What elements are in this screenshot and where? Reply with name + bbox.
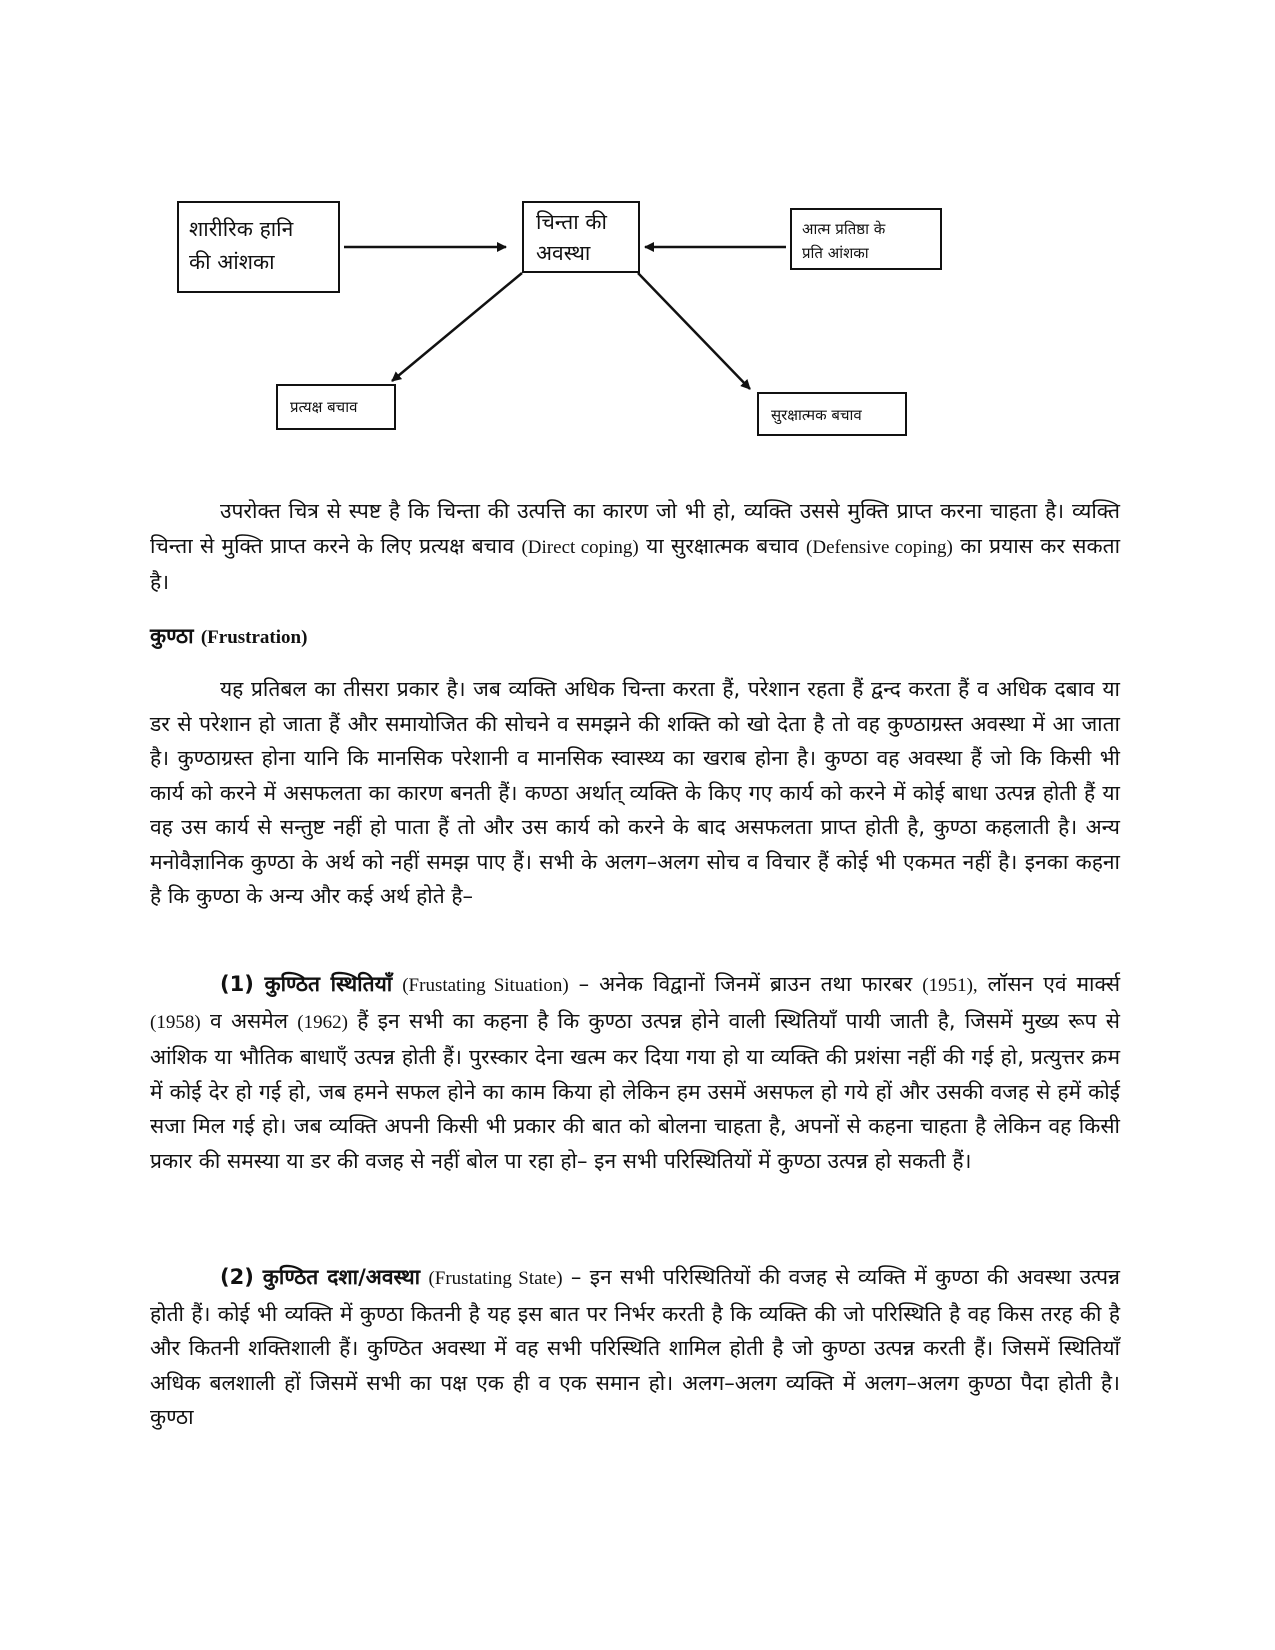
physical-harm-box — [177, 201, 340, 293]
section-heading-hindi: कुण्ठा — [150, 624, 194, 648]
intro-text-1: उपरोक्त चित्र से स्पष्ट है कि चिन्ता की उत्पत्ति का कारण जो भी हो, व्यक्ति उससे मुक्ति प्राप्त करना चाहता है। व्यक्ति चिन्ता से मुक्ति प्राप्त करने के लिए प्रत्यक्ष बचाव — [150, 499, 1120, 558]
situation-year-1: (1951), — [922, 975, 978, 996]
situation-text-2: लॉसन एवं मार्क्स — [977, 972, 1121, 996]
situation-paragraph — [150, 967, 1120, 1178]
state-title: (2) कुण्ठित दशा/अवस्था — [220, 1265, 421, 1289]
self-esteem-line-2: प्रति आंशका — [802, 244, 869, 262]
state-paragraph — [150, 1260, 1120, 1435]
state-text-1: – इन सभी परिस्थितियों की वजह से व्यक्ति में कुण्ठा की अवस्था उत्पन्न होती हैं। कोई भी व्यक्ति में कुण्ठा कितनी है यह इस बात पर निर्भर करती है कि व्यक्ति की जो परिस्थिति है वह किस तरह की है और कितनी शक्तिशाली हैं। कुण्ठित अवस्था में वह सभी परिस्थिति शामिल होती है जो कुण्ठा उत्पन्न करती हैं। जिसमें स्थितियाँ अधिक बलशाली हों जिसमें सभी का पक्ष एक ही व एक समान हो। अलग–अलग व्यक्ति में अलग–अलग कुण्ठा पैदा होती है। कुण्ठा — [150, 1265, 1121, 1429]
intro-paragraph — [150, 494, 1120, 600]
frustration-paragraph — [150, 672, 1120, 914]
arrow-anxiety-to-direct — [392, 273, 522, 381]
anxiety-state-line-1: चिन्ता की — [536, 210, 607, 234]
situation-english: (Frustating Situation) — [402, 975, 569, 996]
section-heading-english: (Frustration) — [200, 627, 308, 648]
situation-title: (1) कुण्ठित स्थितियाँ — [220, 972, 393, 996]
self-esteem-box — [790, 208, 942, 270]
defensive-coping-box — [757, 392, 907, 436]
state-english: (Frustating State) — [428, 1268, 563, 1289]
intro-english-1: (Direct coping) — [521, 536, 639, 558]
section-heading — [150, 622, 307, 650]
situation-text-1: – अनेक विद्वानों जिनमें ब्राउन तथा फारबर — [568, 972, 923, 996]
physical-harm-line-2: की आंशका — [189, 250, 275, 274]
defensive-coping-label: सुरक्षात्मक बचाव — [771, 406, 862, 424]
situation-year-3: (1962) — [297, 1011, 348, 1033]
arrow-anxiety-to-defensive — [638, 273, 750, 389]
self-esteem-line-1: आत्म प्रतिष्ठा के — [802, 220, 886, 238]
intro-text-2: या सुरक्षात्मक बचाव — [638, 533, 807, 558]
physical-harm-line-1: शारीरिक हानि — [189, 217, 294, 241]
direct-coping-label: प्रत्यक्ष बचाव — [290, 398, 358, 416]
situation-text-4: हैं इन सभी का कहना है कि कुण्ठा उत्पन्न होने वाली स्थितियाँ पायी जाती है, जिसमें मुख्य रूप से आंशिक या भौतिक बाधाएँ उत्पन्न होती हैं। पुरस्कार देना खत्म कर दिया गया हो या व्यक्ति की प्रशंसा नहीं की गई हो, प्रत्युत्तर क्रम में कोई देर हो गई हो, जब हमने सफल होने का काम किया हो लेकिन हम उसमें असफल हो गये हों और उसकी वजह से हमें कोई सजा मिल गई हो। जब व्यक्ति अपनी किसी भी प्रकार की बात को बोलना चाहता है, अपनों से कहना चाहता है लेकिन वह किसी प्रकार की समस्या या डर की वजह से नहीं बोल पा रहा हो– इन सभी परिस्थितियों में कुण्ठा उत्पन्न हो सकती हैं। — [150, 1008, 1120, 1173]
situation-year-2: (1958) — [150, 1011, 201, 1033]
intro-english-2: (Defensive coping) — [806, 536, 953, 558]
direct-coping-box — [276, 384, 396, 430]
anxiety-state-line-2: अवस्था — [536, 241, 591, 265]
intro-text-3: का प्रयास कर सकता है। — [150, 533, 1121, 594]
frustration-text: यह प्रतिबल का तीसरा प्रकार है। जब व्यक्ति अधिक चिन्ता करता हैं, परेशान रहता हैं द्वन्द करता हैं व अधिक दबाव या डर से परेशान हो जाता हैं और समायोजित की सोचने व समझने की शक्ति को खो देता है तो वह कुण्ठाग्रस्त अवस्था में आ जाता है। कुण्ठाग्रस्त होना यानि कि मानसिक परेशानी व मानसिक स्वास्थ्य का खराब होना है। कुण्ठा वह अवस्था हैं जो कि किसी भी कार्य को करने में असफलता का कारण बनती हैं। कण्ठा अर्थात् व्यक्ति के किए गए कार्य को करने में कोई बाधा उत्पन्न होती हैं या वह उस कार्य से सन्तुष्ट नहीं हो पाता हैं तो और उस कार्य को करने के बाद असफलता प्राप्त होती है, कुण्ठा कहलाती है। अन्य मनोवैज्ञानिक कुण्ठा के अर्थ को नहीं समझ पाए हैं। सभी के अलग–अलग सोच व विचार हैं कोई भी एकमत नहीं है। इनका कहना है कि कुण्ठा के अन्य और कई अर्थ होते है– — [150, 677, 1120, 908]
situation-text-3: व असमेल — [200, 1008, 298, 1033]
anxiety-state-box — [522, 201, 640, 273]
